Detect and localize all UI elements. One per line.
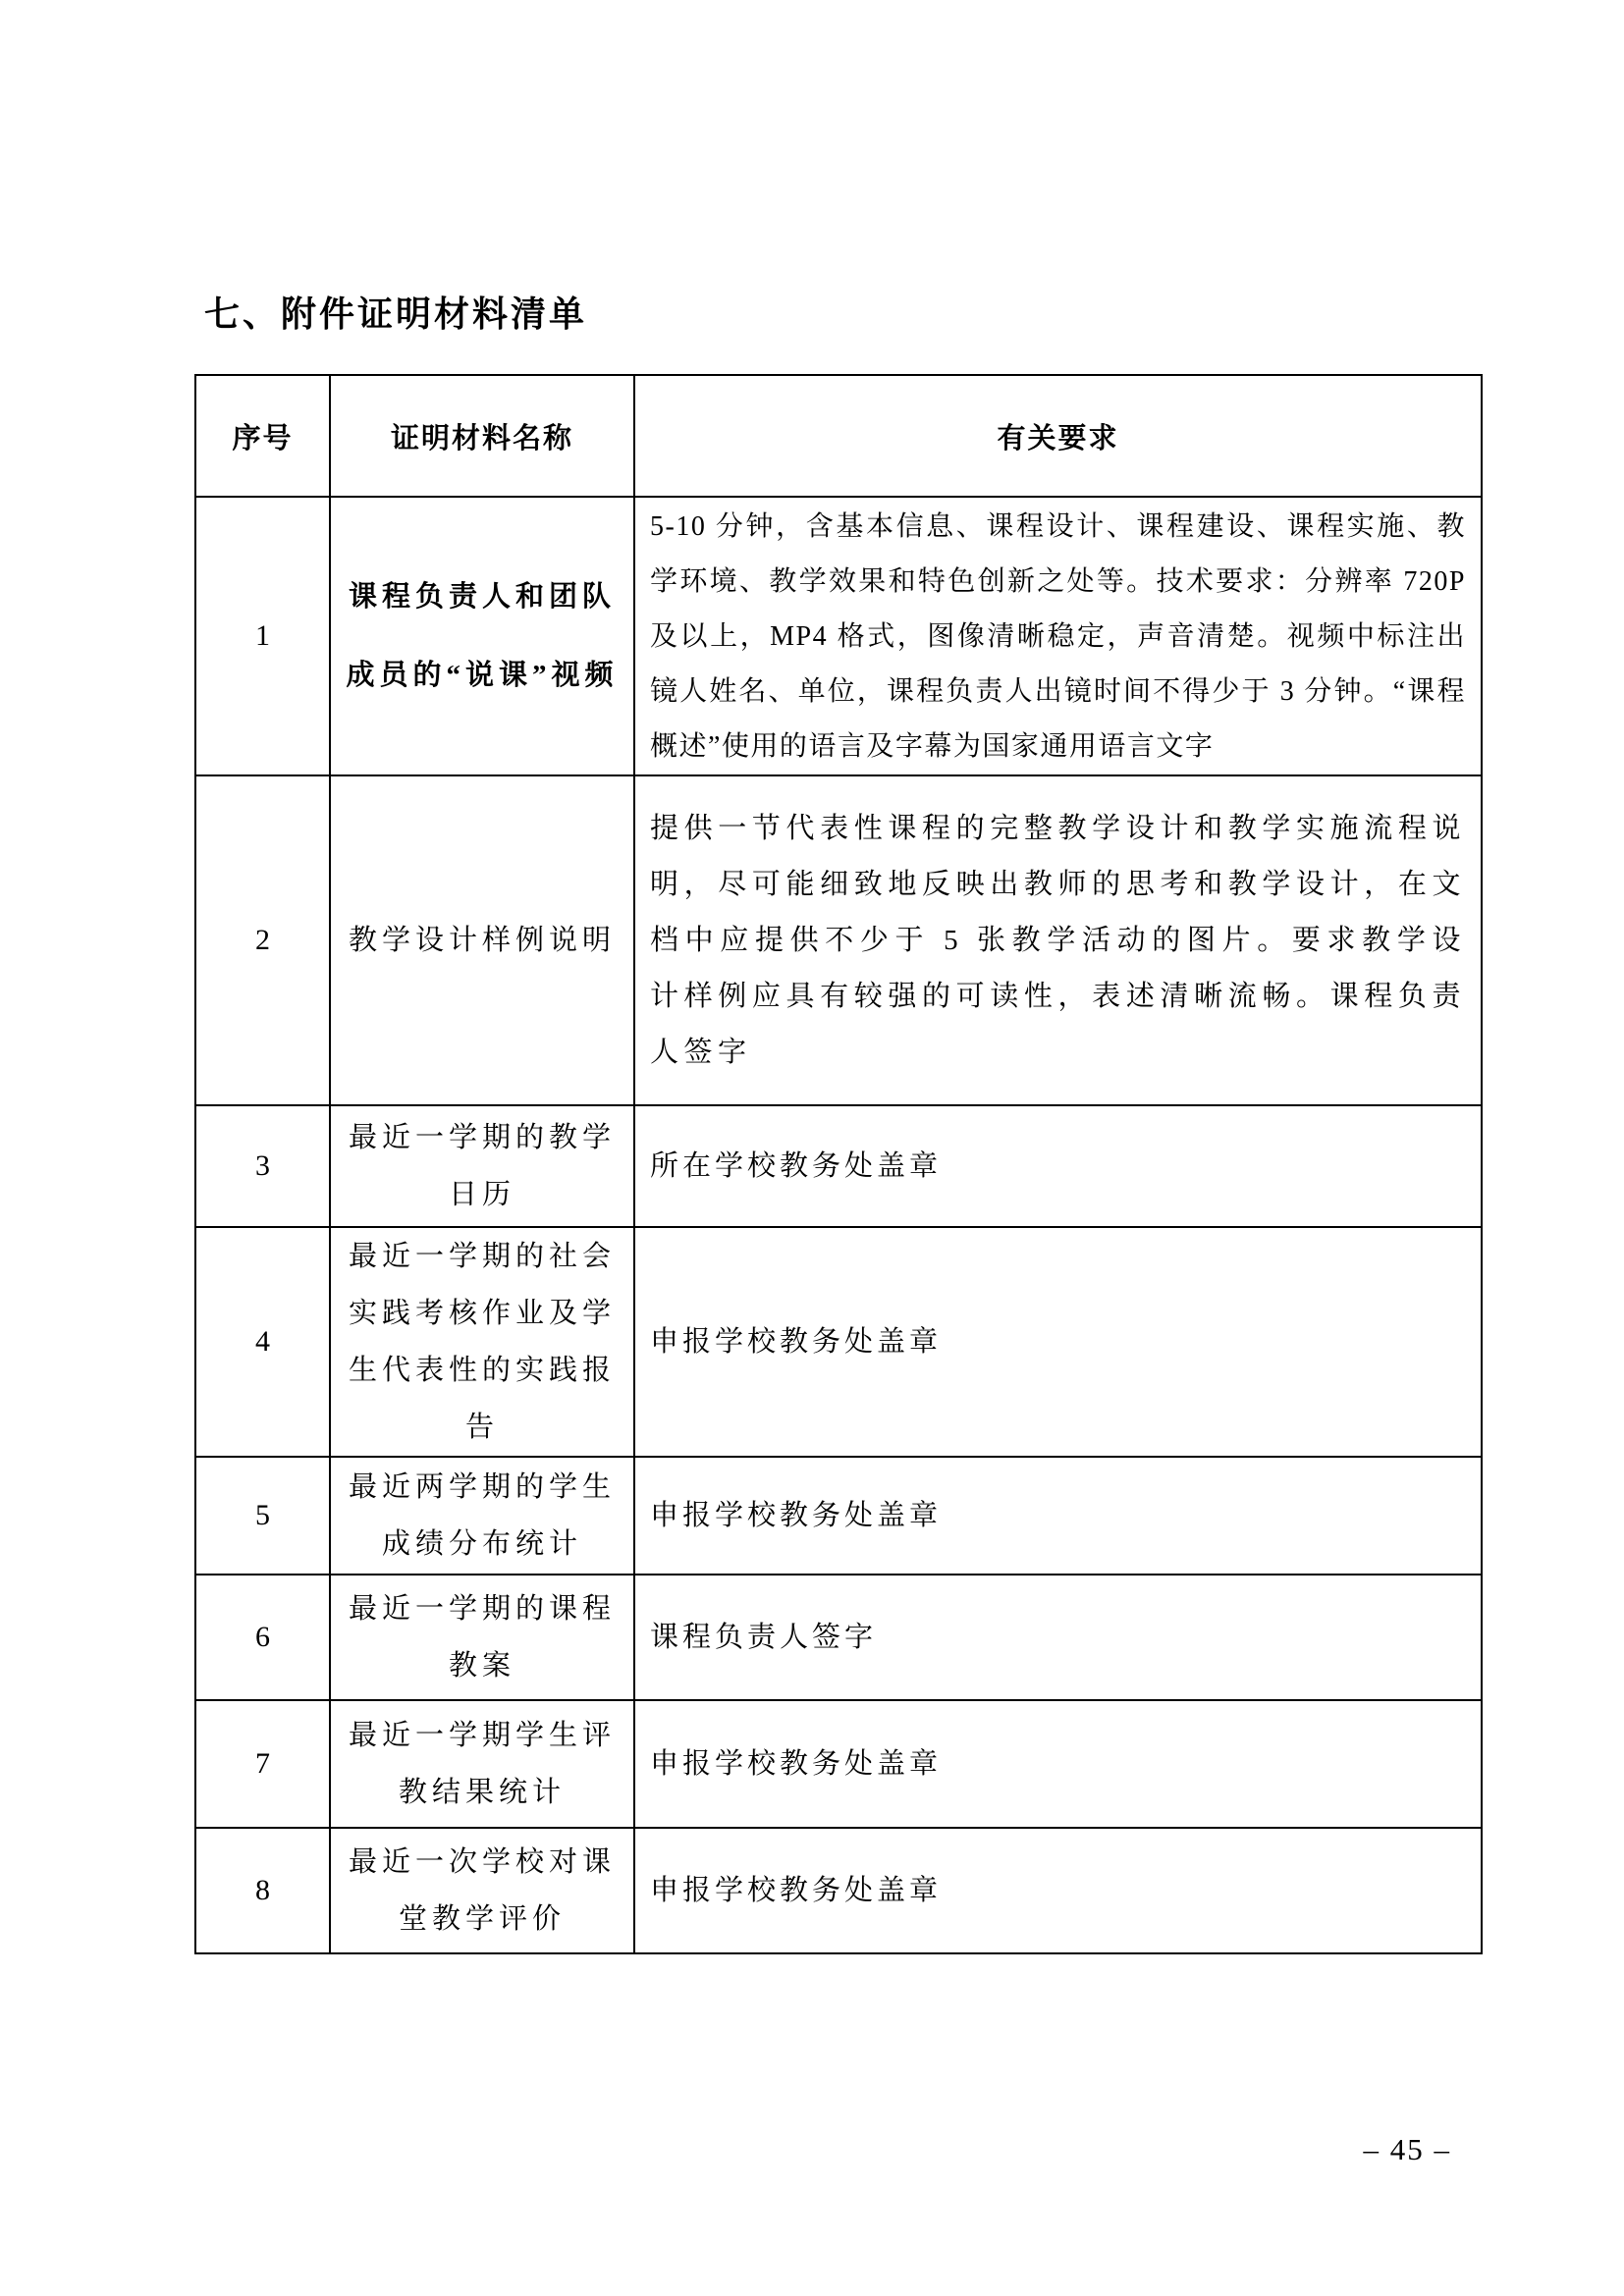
table-row: [195, 1227, 1482, 1457]
table-row: [195, 1105, 1482, 1227]
cell-serial-number: 6: [195, 1575, 330, 1700]
table-row: [195, 1575, 1482, 1700]
cell-requirements: 申报学校教务处盖章: [634, 1227, 1482, 1457]
header-requirements: 有关要求: [634, 375, 1482, 497]
cell-requirements: 申报学校教务处盖章: [634, 1700, 1482, 1828]
cell-requirements: 课程负责人签字: [634, 1575, 1482, 1700]
page-number: – 45 –: [1363, 2132, 1451, 2166]
cell-material-name: 最近两学期的学生成绩分布统计: [330, 1457, 634, 1575]
table-row: [195, 1700, 1482, 1828]
cell-requirements: 申报学校教务处盖章: [634, 1828, 1482, 1953]
cell-requirements: 提供一节代表性课程的完整教学设计和教学实施流程说明，尽可能细致地反映出教师的思考和教学设计，在文档中应提供不少于 5 张教学活动的图片。要求教学设计样例应具有较强的可读性，表述清晰流畅。课程负责人签字: [634, 775, 1482, 1105]
cell-material-name: 最近一学期的教学日历: [330, 1105, 634, 1227]
table-header-row: [195, 375, 1482, 497]
cell-serial-number: 1: [195, 497, 330, 775]
cell-serial-number: 4: [195, 1227, 330, 1457]
table-header: [195, 375, 1482, 497]
cell-requirements: 所在学校教务处盖章: [634, 1105, 1482, 1227]
cell-material-name: 课程负责人和团队成员的“说课”视频: [330, 497, 634, 775]
cell-material-name: 最近一学期学生评教结果统计: [330, 1700, 634, 1828]
cell-serial-number: 7: [195, 1700, 330, 1828]
cell-requirements: 申报学校教务处盖章: [634, 1457, 1482, 1575]
table-body: [195, 497, 1482, 1953]
header-material-name: 证明材料名称: [330, 375, 634, 497]
cell-requirements: 5-10 分钟，含基本信息、课程设计、课程建设、课程实施、教学环境、教学效果和特色创新之处等。技术要求：分辨率 720P 及以上，MP4 格式，图像清晰稳定，声音清楚。视频中标注出镜人姓名、单位，课程负责人出镜时间不得少于 3 分钟。“课程概述”使用的语言及字幕为国家通用语言文字: [634, 497, 1482, 775]
header-serial-number: 序号: [195, 375, 330, 497]
cell-material-name: 最近一次学校对课堂教学评价: [330, 1828, 634, 1953]
cell-material-name: 最近一学期的课程教案: [330, 1575, 634, 1700]
cell-material-name: 最近一学期的社会实践考核作业及学生代表性的实践报告: [330, 1227, 634, 1457]
table-row: [195, 1828, 1482, 1953]
table-row: [195, 775, 1482, 1105]
page-title: 七、附件证明材料清单: [204, 294, 588, 334]
table-row: [195, 497, 1482, 775]
cell-serial-number: 2: [195, 775, 330, 1105]
materials-table: [194, 374, 1483, 1954]
cell-material-name: 教学设计样例说明: [330, 775, 634, 1105]
cell-serial-number: 5: [195, 1457, 330, 1575]
cell-serial-number: 8: [195, 1828, 330, 1953]
table-row: [195, 1457, 1482, 1575]
cell-serial-number: 3: [195, 1105, 330, 1227]
